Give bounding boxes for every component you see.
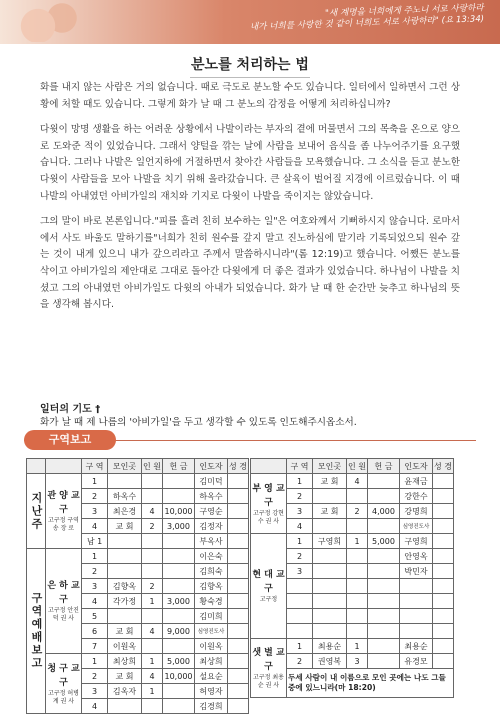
parish-cell [251, 474, 287, 534]
table-cell [228, 474, 249, 489]
table-cell [347, 609, 368, 624]
table-cell [228, 564, 249, 579]
table-cell: 이원옥 [108, 639, 142, 654]
table-row [251, 474, 454, 489]
table-cell: 4 [82, 594, 108, 609]
table-cell: 최은경 [108, 504, 142, 519]
table-cell [368, 519, 400, 534]
table-row [27, 474, 249, 489]
group-label: 지난주 [27, 474, 46, 549]
table-cell: 권영복 [313, 654, 347, 669]
table-cell [163, 564, 195, 579]
table-cell [433, 564, 454, 579]
banner-verse-line1: "새 계명을 너희에게 주노니 서로 사랑하라 [324, 3, 484, 19]
table-cell: 5,000 [163, 654, 195, 669]
table-cell: 1 [142, 654, 163, 669]
col-header: 성 경 [228, 459, 249, 474]
parish-name: 청 구 교 구 [47, 663, 80, 688]
table-cell: 4 [142, 669, 163, 684]
table-cell [163, 549, 195, 564]
banner-verse [154, 3, 485, 37]
right-report-table [250, 458, 454, 698]
table-cell [347, 519, 368, 534]
table-cell: 1 [347, 639, 368, 654]
table-cell [228, 699, 249, 714]
table-cell: 김희숙 [195, 564, 228, 579]
table-cell [108, 534, 142, 549]
table-cell: 4 [347, 474, 368, 489]
table-cell [368, 639, 400, 654]
table-cell: 5,000 [368, 534, 400, 549]
corner-cell [251, 459, 287, 474]
table-cell [287, 624, 313, 639]
table-cell [347, 624, 368, 639]
table-cell [368, 564, 400, 579]
table-cell [313, 549, 347, 564]
table-cell: 3,000 [163, 519, 195, 534]
table-cell [228, 609, 249, 624]
table-row [251, 639, 454, 654]
table-cell [368, 474, 400, 489]
table-cell: 4 [82, 519, 108, 534]
table-cell [347, 489, 368, 504]
table-cell [228, 489, 249, 504]
parish-leader: 고구정 구역송 장 로 [48, 517, 79, 532]
table-cell [347, 579, 368, 594]
corner-cell [46, 459, 82, 474]
table-cell: 1 [287, 639, 313, 654]
table-cell: 교 회 [108, 624, 142, 639]
table-cell: 10,000 [163, 669, 195, 684]
table-cell [108, 699, 142, 714]
table-cell: 2 [82, 489, 108, 504]
table-cell [368, 594, 400, 609]
table-cell [433, 489, 454, 504]
table-cell [368, 624, 400, 639]
col-header: 인도자 [195, 459, 228, 474]
table-cell [228, 519, 249, 534]
table-cell [313, 519, 347, 534]
table-cell [433, 609, 454, 624]
table-cell [163, 579, 195, 594]
table-cell: 1 [82, 654, 108, 669]
table-cell [163, 699, 195, 714]
table-cell [433, 579, 454, 594]
table-cell [400, 609, 433, 624]
table-cell: 이은숙 [195, 549, 228, 564]
table-cell: 3 [287, 504, 313, 519]
table-cell [347, 564, 368, 579]
table-cell [228, 504, 249, 519]
table-cell: 김향옥 [195, 579, 228, 594]
table-cell [313, 564, 347, 579]
table-cell [163, 609, 195, 624]
table-cell: 교 회 [313, 474, 347, 489]
table-cell [108, 564, 142, 579]
col-header: 인 원 [347, 459, 368, 474]
table-cell: 9,000 [163, 624, 195, 639]
table-cell [228, 549, 249, 564]
table-cell: 김옥자 [108, 684, 142, 699]
report-tables [26, 458, 476, 711]
table-cell: 황숙경 [195, 594, 228, 609]
parish-leader: 고구정 [259, 596, 278, 603]
table-cell: 1 [82, 549, 108, 564]
col-header: 성 경 [433, 459, 454, 474]
table-cell: 1 [142, 684, 163, 699]
table-cell [163, 489, 195, 504]
table-cell: 부옥사 [195, 534, 228, 549]
col-header: 헌 금 [163, 459, 195, 474]
paragraph: 화를 내지 않는 사람은 거의 없습니다. 때로 극도로 분노할 수도 있습니다. 일터에서 일하면서 그런 상황에 처할 때도 있습니다. 그렇게 화가 날 때 그 분노의 감정을 어떻게 처리하십니까? [40, 82, 460, 110]
page-title: 분노를 처리하는 법 [0, 54, 500, 78]
table-cell [313, 579, 347, 594]
table-cell [433, 594, 454, 609]
table-cell [142, 609, 163, 624]
table-cell [433, 624, 454, 639]
table-cell [433, 534, 454, 549]
prayer-title: 일터의 기도 † [40, 404, 101, 415]
table-cell [368, 654, 400, 669]
table-cell: 김향옥 [108, 579, 142, 594]
table-cell [400, 594, 433, 609]
table-cell: 1 [142, 594, 163, 609]
table-cell [347, 594, 368, 609]
table-cell: 교 회 [108, 669, 142, 684]
table-cell: 2 [287, 654, 313, 669]
table-cell [368, 579, 400, 594]
col-header: 모인곳 [108, 459, 142, 474]
parish-name: 샛 별 교 구 [252, 648, 285, 672]
table-cell [228, 534, 249, 549]
table-cell: 안영옥 [400, 549, 433, 564]
table-cell: 1 [82, 474, 108, 489]
table-cell: 2 [82, 669, 108, 684]
table-cell [142, 549, 163, 564]
table-cell: 구영희 [400, 534, 433, 549]
table-cell [108, 609, 142, 624]
table-cell: 하옥수 [108, 489, 142, 504]
table-cell [163, 684, 195, 699]
table-cell: 2 [142, 519, 163, 534]
table-cell: 3 [82, 504, 108, 519]
table-cell [313, 594, 347, 609]
table-cell [142, 474, 163, 489]
table-cell: 허영자 [195, 684, 228, 699]
article-body [40, 80, 460, 323]
table-cell: 2 [287, 549, 313, 564]
table-cell: 남 1 [82, 534, 108, 549]
paragraph: 그의 말이 바로 본론입니다."피를 흘려 친히 보수하는 일"은 여호와께서 기뻐하시지 않습니다. 로마서에서 사도 바울도 말하기를"너희가 친히 원수를 갚지 말고 진노하심에 맡기라 기록되었으되 원수 갚는 것이 내게 있으니 내가 갚으리라고 주께서 말씀하시니라"(롬 12:19)고 했습니다. 어쨌든 분노를 삭이고 아비가일의 제안대로 그대로 돌아간 다윗에게 더 좋은 결과가 있었습니다. 하나님이 나발을 치셨고 그의 아내였던 아비가일도 다윗의 아내가 되었습니다. 화가 날 때 한 순간만 늦추고 하나님의 뜻을 생각해 봅시다. [40, 216, 460, 311]
parish-cell [46, 549, 82, 654]
table-cell: 6 [82, 624, 108, 639]
table-cell: 교 회 [108, 519, 142, 534]
table-cell: 2 [142, 579, 163, 594]
table-cell [433, 504, 454, 519]
table-cell [347, 549, 368, 564]
table-cell [228, 624, 249, 639]
table-cell [163, 534, 195, 549]
parish-cell [251, 639, 287, 698]
table-cell: 10,000 [163, 504, 195, 519]
prayer-text: 화가 날 때 제 나름의 '아비가일'을 두고 생각할 수 있도록 인도해주시옵소서. [40, 417, 357, 428]
paragraph: 다윗이 망명 생활을 하는 어려운 상황에서 나발이라는 부자의 곁에 머물면서 그의 목축을 온으로 양으로 도와준 적이 있었습니다. 그래서 양털을 깎는 날에 사람을 보내어 음식을 좀 나누어주기를 요구했습니다. 그러나 나발은 일언지하에 거절하면서 찾아간 사람들을 모욕했습니다. 그 소식을 듣고 분노한 다윗이 사람들을 모아 나발을 치기 위해 올라갔습니다. 큰 살육이 벌어질 지경에 이르렀습니다. 이 때 나발의 아내였던 아비가일의 재치와 기지로 다윗이 나발을 죽이지는 않았습니다. [40, 124, 460, 202]
table-cell [163, 474, 195, 489]
table-cell: 4 [287, 519, 313, 534]
col-header: 구 역 [82, 459, 108, 474]
table-cell: 3 [287, 564, 313, 579]
verse-note: 두세 사람이 내 이름으로 모인 곳에는 나도 그들 중에 있느니라(마 18:20) [287, 669, 454, 698]
table-cell: 4,000 [368, 504, 400, 519]
table-cell: 구영순 [195, 504, 228, 519]
table-cell: 김미덕 [195, 474, 228, 489]
group-label: 구역예배보고 [27, 549, 46, 714]
parish-cell [251, 534, 287, 639]
table-cell: 박민자 [400, 564, 433, 579]
banner-verse-line2: 내가 너희를 사랑한 것 같이 너희도 서로 사랑하라" (요 13:34) [249, 14, 485, 33]
col-header: 인 원 [142, 459, 163, 474]
table-cell [228, 579, 249, 594]
table-cell [142, 534, 163, 549]
parish-name: 은 하 교 구 [47, 581, 80, 605]
table-cell: 4 [82, 699, 108, 714]
col-header: 모인곳 [313, 459, 347, 474]
table-cell: 3 [82, 684, 108, 699]
left-report-table [26, 458, 249, 714]
corner-cell [27, 459, 46, 474]
table-cell [433, 519, 454, 534]
table-cell: 설요순 [195, 669, 228, 684]
table-cell [228, 654, 249, 669]
table-row [27, 654, 249, 669]
table-cell: 최상희 [108, 654, 142, 669]
col-header: 구 역 [287, 459, 313, 474]
table-cell: 1 [347, 534, 368, 549]
table-cell [287, 609, 313, 624]
table-cell: 윤재금 [400, 474, 433, 489]
table-cell [368, 609, 400, 624]
table-cell [142, 489, 163, 504]
table-cell: 5 [82, 609, 108, 624]
table-cell: 최용순 [313, 639, 347, 654]
parish-name: 부 영 교 구 [252, 483, 285, 508]
table-cell: 김경희 [195, 699, 228, 714]
table-cell: 1 [287, 534, 313, 549]
header-banner [0, 0, 500, 44]
table-cell [368, 489, 400, 504]
table-cell [368, 549, 400, 564]
col-header: 헌 금 [368, 459, 400, 474]
table-cell [228, 669, 249, 684]
table-cell: 1 [287, 474, 313, 489]
parish-cell [46, 654, 82, 714]
table-cell: 김정자 [195, 519, 228, 534]
parish-leader: 고구정 최용순 권 사 [253, 674, 284, 689]
table-cell: 교 회 [313, 504, 347, 519]
table-cell: 구영희 [313, 534, 347, 549]
table-cell: 각가정 [108, 594, 142, 609]
table-cell [228, 594, 249, 609]
gift-illustration [20, 2, 80, 42]
col-header: 인도자 [400, 459, 433, 474]
table-cell: 2 [347, 504, 368, 519]
table-cell: 7 [82, 639, 108, 654]
table-cell [433, 549, 454, 564]
parish-cell [46, 474, 82, 549]
table-cell [228, 639, 249, 654]
section-title: 구역보고 [24, 430, 116, 450]
table-cell [313, 609, 347, 624]
table-cell [313, 489, 347, 504]
table-cell [313, 624, 347, 639]
table-cell: 4 [142, 624, 163, 639]
table-cell [142, 564, 163, 579]
table-cell [400, 579, 433, 594]
table-cell: 3 [82, 579, 108, 594]
table-cell [108, 474, 142, 489]
parish-name: 현 대 교 구 [252, 570, 285, 594]
table-cell: 최용순 [400, 639, 433, 654]
table-cell: 김미희 [195, 609, 228, 624]
table-cell: 심영진도사 [400, 519, 433, 534]
table-cell [400, 624, 433, 639]
table-cell [142, 639, 163, 654]
table-cell [433, 639, 454, 654]
parish-leader: 고구정 허병계 권 사 [48, 689, 79, 705]
table-cell: 2 [287, 489, 313, 504]
table-cell [433, 654, 454, 669]
table-cell: 4 [142, 504, 163, 519]
parish-leader: 고구정 안진덕 권 사 [48, 607, 79, 622]
table-cell: 강명희 [400, 504, 433, 519]
table-cell: 최상희 [195, 654, 228, 669]
table-cell [108, 549, 142, 564]
table-cell: 3 [347, 654, 368, 669]
parish-leader: 고구정 강현수 권 사 [253, 509, 284, 525]
table-cell: 하옥수 [195, 489, 228, 504]
table-cell: 강한수 [400, 489, 433, 504]
table-cell: 심영진도사 [195, 624, 228, 639]
parish-name: 관 양 교 구 [47, 491, 80, 515]
table-cell: 이원옥 [195, 639, 228, 654]
table-row [27, 549, 249, 564]
table-cell [287, 579, 313, 594]
table-cell: 3,000 [163, 594, 195, 609]
table-cell [163, 639, 195, 654]
table-cell: 2 [82, 564, 108, 579]
table-cell [142, 699, 163, 714]
table-cell [433, 474, 454, 489]
table-cell [228, 684, 249, 699]
table-row [251, 534, 454, 549]
table-cell: 유경모 [400, 654, 433, 669]
table-cell [287, 594, 313, 609]
